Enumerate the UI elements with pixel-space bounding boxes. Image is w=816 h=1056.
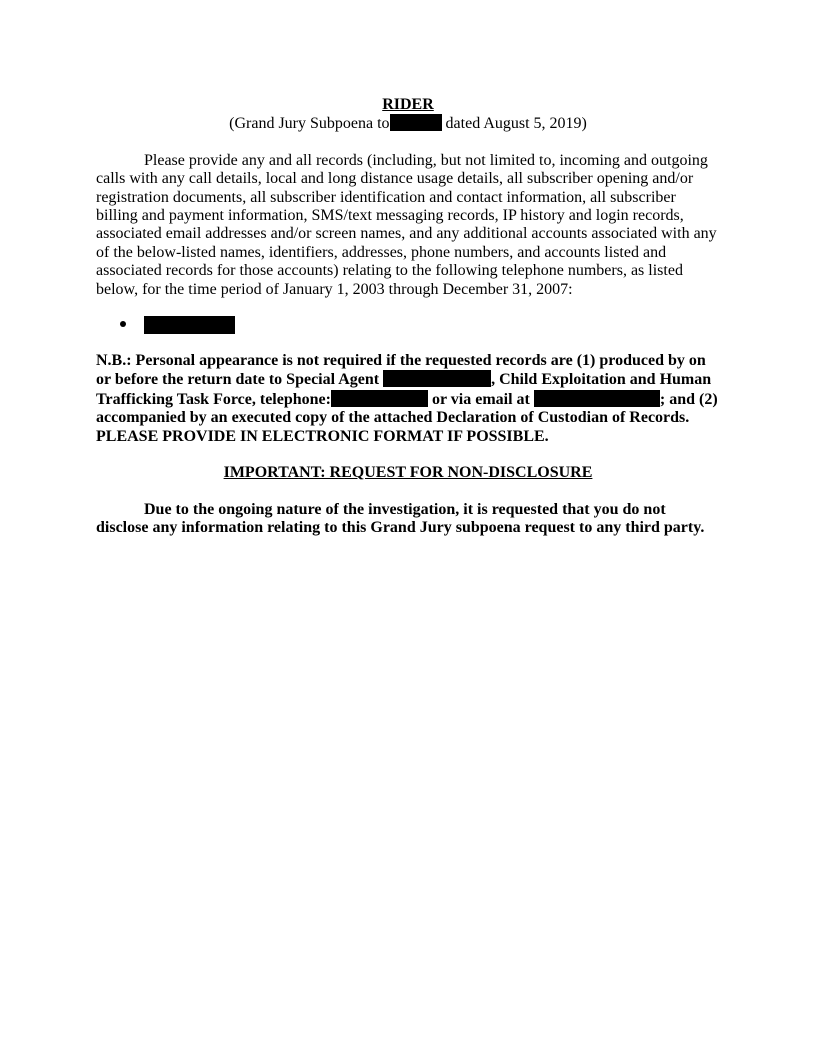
- telephone-number-list: [96, 316, 720, 336]
- subtitle-suffix: dated August 5, 2019): [441, 115, 587, 133]
- document-page: [96, 96, 720, 537]
- list-item: [144, 316, 720, 336]
- redacted-agent-name: [383, 370, 491, 387]
- nondisclosure-heading: IMPORTANT: REQUEST FOR NON-DISCLOSURE: [223, 464, 593, 482]
- nondisclosure-paragraph: Due to the ongoing nature of the investigation, it is requested that you do not disclose any information relating to this Grand Jury subpoena request to any third party.: [96, 500, 705, 536]
- document-subtitle: [96, 114, 720, 133]
- nb-text-2: , Child Exploitation and Human Trafficking Task Force, telephone:: [96, 371, 712, 408]
- nb-paragraph: [96, 352, 720, 446]
- redacted-telephone-number: [144, 316, 235, 334]
- request-paragraph: Please provide any and all records (including, but not limited to, incoming and outgoing calls with any call details, local and long distance usage details, all subscriber opening and/or registration documents, all subscriber identification and contact information, all subscriber billing and payment information, SMS/text messaging records, IP history and login records, associated email addresses and/or screen names, and any additional accounts associated with any of the below-listed names, identifiers, addresses, phone numbers, and accounts listed and associated records for those accounts) relating to the following telephone numbers, as listed below, for the time period of January 1, 2003 through December 31, 2007:: [96, 151, 717, 298]
- bullet-icon: [120, 321, 126, 327]
- redacted-telephone: [331, 390, 428, 407]
- subtitle-prefix: (Grand Jury Subpoena to: [229, 115, 390, 133]
- redacted-email: [534, 390, 660, 407]
- nb-text-3: or via email at: [427, 390, 534, 408]
- document-title: RIDER: [382, 96, 434, 113]
- nb-text-4: ; and (2) accompanied by an executed copy of the attached Declaration of Custodian of Records. PLEASE PROVIDE IN ELECTRONIC FORMAT IF POSSIBLE.: [96, 390, 718, 445]
- redacted-recipient: [390, 114, 442, 131]
- nb-text-1: N.B.: Personal appearance is not required if the requested records are (1) produced by on or before the return date to Special Agent: [96, 352, 706, 389]
